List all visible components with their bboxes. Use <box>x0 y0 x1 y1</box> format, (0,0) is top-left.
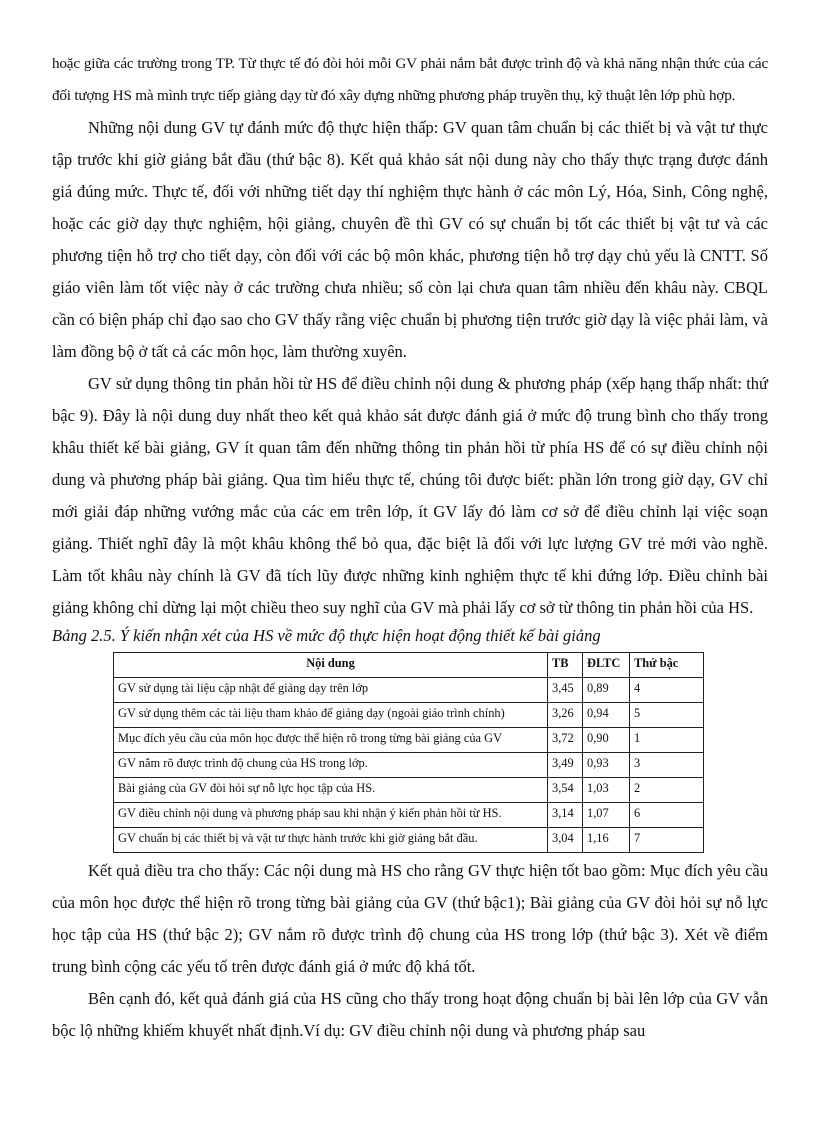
cell-tb: 3,26 <box>548 703 583 728</box>
header-content: Nội dung <box>114 653 548 678</box>
paragraph-3: GV sử dụng thông tin phản hồi từ HS để điều chỉnh nội dung & phương pháp (xếp hạng thấp nhất: thứ bậc 9). Đây là nội dung duy nhất theo kết quả khảo sát được đánh giá ở mức độ trung bình cho thấy trong khâu thiết kế bài giảng, GV ít quan tâm đến những thông tin phản hồi từ phía HS để có sự điều chỉnh nội dung và phương pháp bài giảng. Qua tìm hiểu thực tế, chúng tôi được biết: phần lớn trong giờ dạy, GV chỉ mới giải đáp những vướng mắc của các em trên lớp, ít GV lấy đó làm cơ sở để điều chỉnh lại việc soạn giảng. Thiết nghĩ đây là một khâu không thể bỏ qua, đặc biệt là đối với lực lượng GV trẻ mới vào nghề. Làm tốt khâu này chính là GV đã tích lũy được những kinh nghiệm thực tế khi đứng lớp. Điều chỉnh bài giảng không chỉ dừng lại một chiều theo suy nghĩ của GV mà phải lấy cơ sở từ thông tin phản hồi của HS. <box>52 374 768 617</box>
table-header-row <box>114 653 704 678</box>
paragraph-2: Những nội dung GV tự đánh mức độ thực hiện thấp: GV quan tâm chuẩn bị các thiết bị và vật tư thực tập trước khi giờ giảng bắt đầu (thứ bậc 8). Kết quả khảo sát nội dung này cho thấy thực trạng được đánh giá đúng mức. Thực tế, đối với những tiết dạy thí nghiệm thực hành ở các môn Lý, Hóa, Sinh, Công nghệ, hoặc các giờ dạy thực nghiệm, hội giảng, chuyên đề thì GV có sự chuẩn bị tốt các thiết bị vật tư và các phương tiện hỗ trợ cho tiết dạy, còn đối với các bộ môn khác, phương tiện hỗ trợ dạy chủ yếu là CNTT. Số giáo viên làm tốt việc này ở các trường chưa nhiều; số còn lại chưa quan tâm nhiều đến khâu này. CBQL cần có biện pháp chỉ đạo sao cho GV thấy rằng việc chuẩn bị phương tiện trước giờ dạy là việc phải làm, và làm đồng bộ ở tất cả các môn học, làm thường xuyên. <box>52 118 768 361</box>
paragraph-4: Kết quả điều tra cho thấy: Các nội dung mà HS cho rằng GV thực hiện tốt bao gồm: Mục đích yêu cầu của môn học được thể hiện rõ trong từng bài giảng của GV (thứ bậc1); Bài giảng của GV đòi hỏi sự nỗ lực học tập của HS (thứ bậc 2); GV nắm rõ được trình độ chung của HS trong lớp (thứ bậc 3). Xét về điểm trung bình cộng các yếu tố trên được đánh giá ở mức độ khá tốt. <box>52 861 768 976</box>
cell-content: GV sử dụng thêm các tài liệu tham khảo để giảng dạy (ngoài giáo trình chính) <box>114 703 548 728</box>
table-row <box>114 803 704 828</box>
table-row <box>114 678 704 703</box>
cell-dltc: 0,90 <box>583 728 630 753</box>
cell-content: Bài giảng của GV đòi hỏi sự nỗ lực học tập của HS. <box>114 778 548 803</box>
paragraph-1: hoặc giữa các trường trong TP. Từ thực tế đó đòi hỏi mỗi GV phải nắm bắt được trình độ và khả năng nhận thức của các đối tượng HS mà mình trực tiếp giảng dạy từ đó xây dựng những phương pháp truyền thụ, kỹ thuật lên lớp phù hợp. <box>52 55 768 104</box>
cell-dltc: 0,93 <box>583 753 630 778</box>
cell-rank: 7 <box>630 828 704 853</box>
header-tb: TB <box>548 653 583 678</box>
cell-tb: 3,04 <box>548 828 583 853</box>
cell-rank: 4 <box>630 678 704 703</box>
cell-rank: 3 <box>630 753 704 778</box>
cell-content: GV sử dụng tài liệu cập nhật để giảng dạy trên lớp <box>114 678 548 703</box>
results-table <box>113 652 704 853</box>
table-row <box>114 728 704 753</box>
cell-dltc: 1,03 <box>583 778 630 803</box>
cell-tb: 3,49 <box>548 753 583 778</box>
cell-rank: 5 <box>630 703 704 728</box>
cell-tb: 3,14 <box>548 803 583 828</box>
cell-tb: 3,45 <box>548 678 583 703</box>
header-dltc: ĐLTC <box>583 653 630 678</box>
table-row <box>114 778 704 803</box>
table-row <box>114 753 704 778</box>
document-page <box>52 48 768 1047</box>
cell-content: GV điều chỉnh nội dung và phương pháp sau khi nhận ý kiến phản hồi từ HS. <box>114 803 548 828</box>
cell-dltc: 0,94 <box>583 703 630 728</box>
cell-rank: 1 <box>630 728 704 753</box>
cell-content: Mục đích yêu cầu của môn học được thể hiện rõ trong từng bài giảng của GV <box>114 728 548 753</box>
cell-rank: 6 <box>630 803 704 828</box>
table-row <box>114 828 704 853</box>
header-rank: Thứ bậc <box>630 653 704 678</box>
cell-dltc: 1,07 <box>583 803 630 828</box>
cell-tb: 3,72 <box>548 728 583 753</box>
cell-tb: 3,54 <box>548 778 583 803</box>
cell-dltc: 1,16 <box>583 828 630 853</box>
cell-dltc: 0,89 <box>583 678 630 703</box>
table-caption: Bảng 2.5. Ý kiến nhận xét của HS về mức độ thực hiện hoạt động thiết kế bài giảng <box>52 626 601 645</box>
cell-rank: 2 <box>630 778 704 803</box>
cell-content: GV nắm rõ được trình độ chung của HS trong lớp. <box>114 753 548 778</box>
table-row <box>114 703 704 728</box>
paragraph-5: Bên cạnh đó, kết quả đánh giá của HS cũng cho thấy trong hoạt động chuẩn bị bài lên lớp của GV vẫn bộc lộ những khiếm khuyết nhất định.Ví dụ: GV điều chỉnh nội dung và phương pháp sau <box>52 989 768 1040</box>
cell-content: GV chuẩn bị các thiết bị và vật tư thực hành trước khi giờ giảng bắt đầu. <box>114 828 548 853</box>
